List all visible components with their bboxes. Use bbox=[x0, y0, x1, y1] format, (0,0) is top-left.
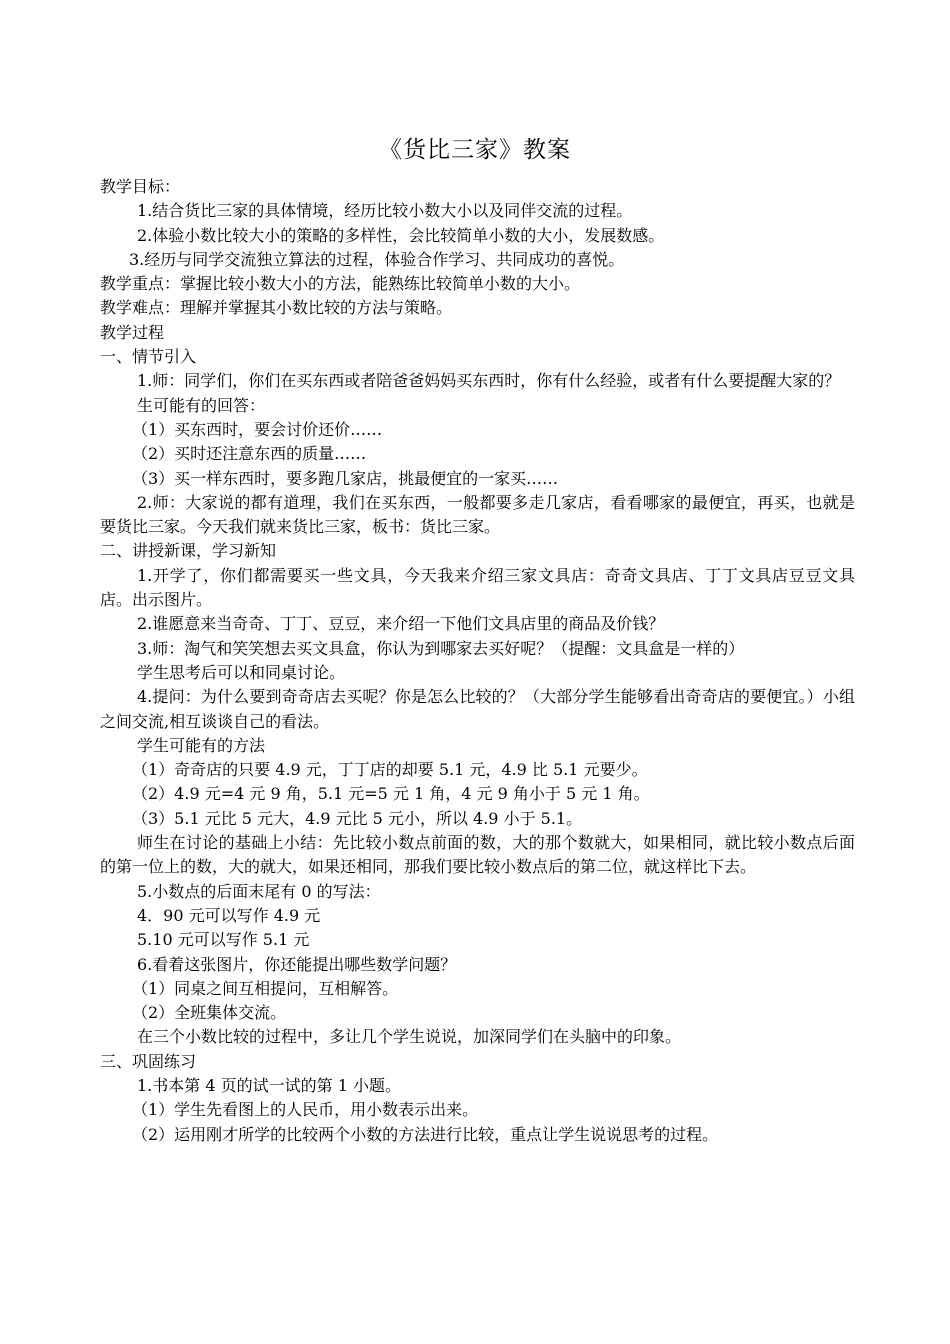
text-line: 5.小数点的后面末尾有 0 的写法： bbox=[137, 881, 381, 901]
text-line: （1）同桌之间互相提问，互相解答。 bbox=[132, 978, 399, 998]
text-line: 4．90 元可以写作 4.9 元 bbox=[137, 905, 321, 925]
text-line: 学生可能有的方法 bbox=[137, 735, 266, 755]
text-line: 6.看着这张图片，你还能提出哪些数学问题？ bbox=[137, 954, 457, 974]
text-line: 1.师：同学们，你们在买东西或者陪爸爸妈妈买东西时，你有什么经验，或者有什么要提醒大家的？ bbox=[137, 371, 841, 391]
text-line: （2）4.9 元=4 元 9 角，5.1 元=5 元 1 角，4 元 9 角小于 5 元 1 角。 bbox=[132, 784, 650, 804]
text-line: 2.师：大家说的都有道理，我们在买东西，一般都要多走几家店，看看哪家的最便宜，再买，也就是要货比三家。今天我们就来货比三家，板书：货比三家。 bbox=[100, 492, 855, 537]
text-line: （1）买东西时，要会讨价还价…… bbox=[132, 419, 383, 439]
text-line: （2）全班集体交流。 bbox=[132, 1003, 287, 1023]
text-line: （1）学生先看图上的人民币，用小数表示出来。 bbox=[132, 1100, 479, 1120]
text-line: 二、讲授新课，学习新知 bbox=[100, 541, 277, 561]
text-line: 生可能有的回答： bbox=[137, 395, 266, 415]
text-line: （1）奇奇店的只要 4.9 元，丁丁店的却要 5.1 元，4.9 比 5.1 元要少。 bbox=[132, 760, 648, 780]
text-line: 1.书本第 4 页的试一试的第 1 小题。 bbox=[137, 1075, 401, 1095]
text-line: 2.体验小数比较大小的策略的多样性，会比较简单小数的大小，发展数感。 bbox=[137, 225, 665, 245]
text-line: 3.经历与同学交流独立算法的过程，体验合作学习、共同成功的喜悦。 bbox=[129, 249, 625, 269]
text-line: 4.提问：为什么要到奇奇店去买呢？你是怎么比较的？（大部分学生能够看出奇奇店的要便宜。）小组之间交流,相互谈谈自己的看法。 bbox=[100, 687, 855, 731]
text-line: 教学目标： bbox=[100, 177, 181, 196]
document-title: 《货比三家》教案 bbox=[379, 137, 571, 163]
text-line: 一、情节引入 bbox=[100, 347, 197, 367]
text-line: 2.谁愿意来当奇奇、丁丁、豆豆，来介绍一下他们文具店里的商品及价钱？ bbox=[137, 614, 665, 634]
text-line: 在三个小数比较的过程中，多让几个学生说说，加深同学们在头脑中的印象。 bbox=[137, 1027, 682, 1047]
text-line: （2）运用刚才所学的比较两个小数的方法进行比较，重点让学生说说思考的过程。 bbox=[132, 1124, 719, 1144]
text-line: 三、巩固练习 bbox=[100, 1051, 197, 1071]
text-line: 师生在讨论的基础上小结：先比较小数点前面的数，大的那个数就大，如果相同，就比较小数点后面的第一位上的数，大的就大，如果还相同，那我们要比较小数点后的第二位，就这样比下去。 bbox=[100, 833, 855, 877]
text-line: （3）买一样东西时，要多跑几家店，挑最便宜的一家买…… bbox=[132, 468, 559, 488]
text-line: 教学难点：理解并掌握其小数比较的方法与策略。 bbox=[100, 298, 453, 318]
text-line: 教学重点：掌握比较小数大小的方法，能熟练比较简单小数的大小。 bbox=[100, 274, 581, 294]
text-line: （2）买时还注意东西的质量…… bbox=[132, 444, 367, 464]
text-line: 教学过程 bbox=[100, 322, 165, 342]
text-line: 5.10 元可以写作 5.1 元 bbox=[137, 930, 310, 950]
text-line: （3）5.1 元比 5 元大，4.9 元比 5 元小，所以 4.9 小于 5.1。 bbox=[132, 808, 583, 828]
text-line: 1.结合货比三家的具体情境，经历比较小数大小以及同伴交流的过程。 bbox=[137, 201, 633, 221]
text-line: 1.开学了，你们都需要买一些文具，今天我来介绍三家文具店：奇奇文具店、丁丁文具店豆豆文具店。出示图片。 bbox=[100, 565, 855, 610]
text-line: 3.师：淘气和笑笑想去买文具盒，你认为到哪家去买好呢？（提醒：文具盒是一样的） bbox=[137, 638, 745, 658]
document-body bbox=[100, 175, 855, 1147]
text-line: 学生思考后可以和同桌讨论。 bbox=[137, 662, 346, 682]
